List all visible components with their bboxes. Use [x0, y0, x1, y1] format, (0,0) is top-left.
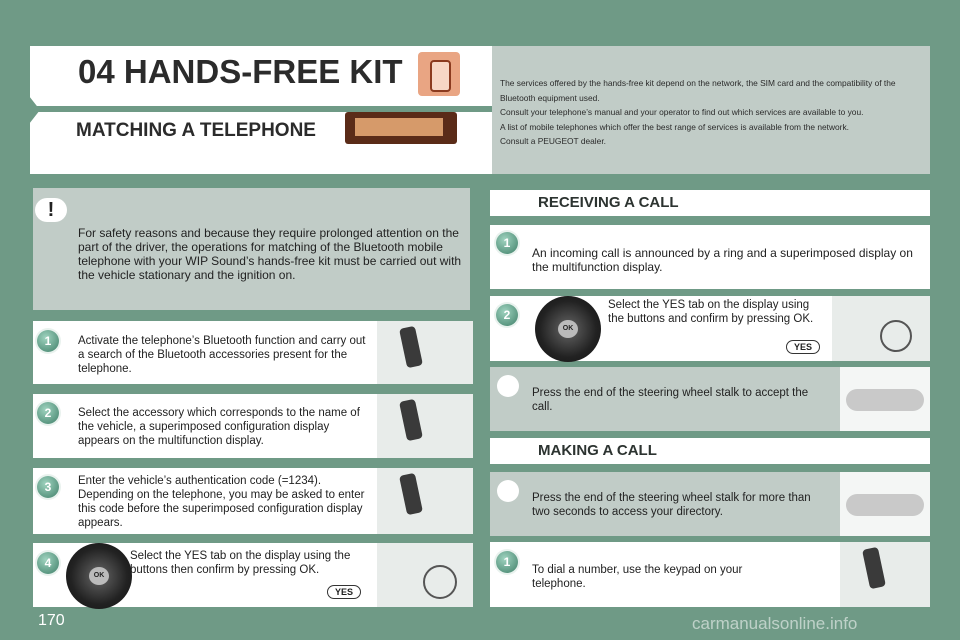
intro-text: The services offered by the hands-free kit depend on the network, the SIM card and the compatibility of the Bluetooth equipment used. Consult your telephone’s manual and your operator to find out which services are available to you. A list of mobile telephones which offer the best range of services is available from the network. Consult a PEUGEOT dealer. [500, 78, 896, 146]
receiving-header: RECEIVING A CALL [490, 190, 930, 216]
step-badge: 2 [37, 402, 59, 424]
step-text: Select the YES tab on the display using the buttons and confirm by pressing OK. [608, 299, 814, 325]
radio-unit-illustration [377, 543, 473, 607]
phone-hand-illustration [377, 321, 473, 384]
watermark: carmanualsonline.info [692, 614, 858, 633]
step-badge: 1 [496, 551, 518, 573]
yes-tab-icon: YES [786, 340, 820, 354]
stalk-text: Press the end of the steering wheel stalk for more than two seconds to access your directory. [532, 492, 811, 518]
step-badge: 4 [37, 552, 59, 574]
phone-icon-box [418, 52, 460, 96]
chapter-title: 04 HANDS-FREE KIT [78, 53, 403, 90]
section-title: MATCHING A TELEPHONE [76, 120, 316, 141]
exclamation-icon: ! [35, 198, 67, 222]
steering-stalk-illustration [840, 367, 930, 431]
phone-hand-illustration [377, 394, 473, 458]
phone-icon [430, 60, 451, 92]
warning-text: For safety reasons and because they require prolonged attention on the part of the driver, the operations for matching of the Bluetooth mobile telephone with your WIP Sound’s hands-free kit must be carried out with the vehicle stationary and the ignition on. [78, 226, 462, 282]
intro-panel [492, 46, 930, 174]
stalk-text: Press the end of the steering wheel stalk to accept the call. [532, 387, 809, 413]
step-text: To dial a number, use the keypad on your telephone. [532, 564, 743, 590]
step-badge: 1 [37, 330, 59, 352]
radio-unit-illustration [832, 296, 930, 361]
step-text: Enter the vehicle’s authentication code (=1234). Depending on the telephone, you may be asked to enter this code before the superimposed configuration display appears. [78, 475, 365, 529]
sun-icon [497, 375, 519, 397]
yes-tab-icon: YES [327, 585, 361, 599]
step-badge: 2 [496, 304, 518, 326]
ok-dpad-icon: OK [66, 543, 132, 609]
step-text: An incoming call is announced by a ring and a superimposed display on the multifunction display. [532, 246, 913, 274]
page-number: 170 [38, 612, 65, 629]
display-thumbnail [345, 112, 457, 144]
step-text: Select the YES tab on the display using the buttons then confirm by pressing OK. [130, 550, 351, 576]
phone-hand-illustration [840, 542, 930, 607]
step-text: Activate the telephone’s Bluetooth function and carry out a search of the Bluetooth accessories present for the telephone. [78, 335, 366, 375]
ok-dpad-icon: OK [535, 296, 601, 362]
phone-hand-illustration [377, 468, 473, 534]
making-header: MAKING A CALL [490, 438, 930, 464]
steering-stalk-illustration [840, 472, 930, 536]
step-text: Select the accessory which corresponds to the name of the vehicle, a superimposed configuration display appears on the multifunction display. [78, 407, 360, 447]
step-badge: 1 [496, 232, 518, 254]
step-badge: 3 [37, 476, 59, 498]
sun-icon [497, 480, 519, 502]
